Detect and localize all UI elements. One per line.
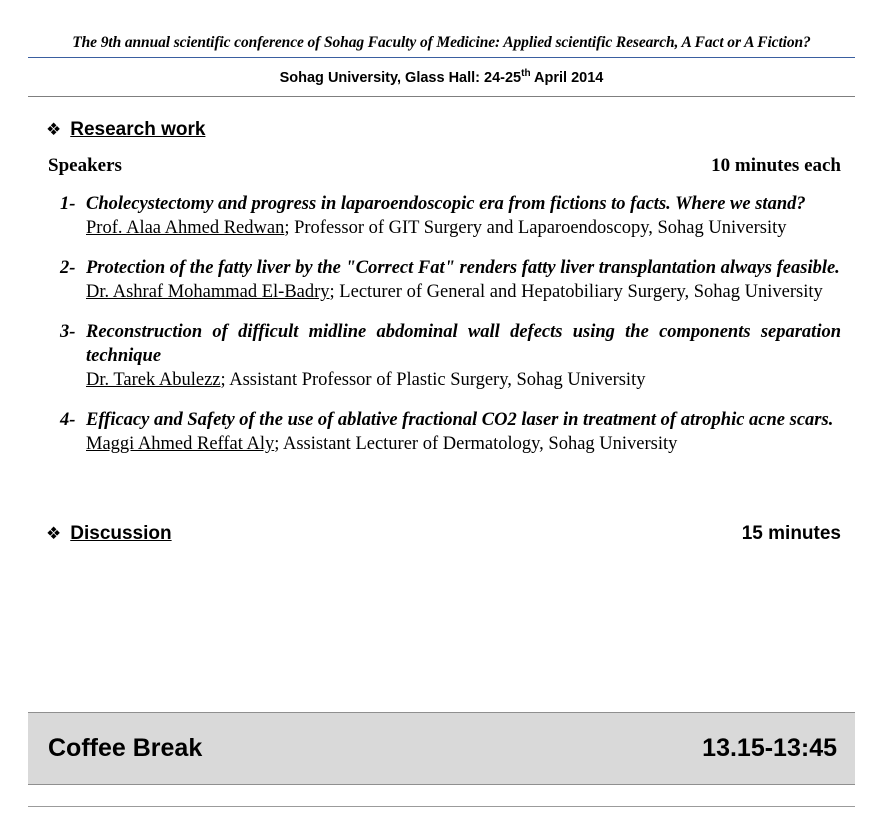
talk-body (86, 409, 841, 457)
speakers-duration: 10 minutes each (711, 154, 841, 176)
talk-affiliation (86, 281, 841, 305)
talk-speaker-name: Maggi Ahmed Reffat Aly (86, 434, 275, 455)
discussion-duration: 15 minutes (741, 522, 841, 544)
speakers-label: Speakers (48, 154, 122, 176)
venue-ordinal-suffix: th (521, 68, 531, 79)
talk-title: Protection of the fatty liver by the "Correct Fat" renders fatty liver transplantation always feasible. (86, 257, 840, 278)
talk-number: 3- (60, 322, 76, 343)
talk-affiliation-text: ; Professor of GIT Surgery and Laparoendoscopy, Sohag University (284, 218, 787, 239)
talk-number: 2- (60, 257, 76, 278)
footer-divider (28, 806, 855, 807)
list-item (46, 193, 841, 241)
talk-speaker-name: Prof. Alaa Ahmed Redwan (86, 218, 285, 239)
discussion-heading-left (46, 523, 172, 545)
talk-affiliation-text: ; Lecturer of General and Hepatobiliary Surgery, Sohag University (329, 282, 823, 303)
list-item (46, 257, 841, 305)
list-item (46, 321, 841, 393)
speakers-row (46, 155, 841, 177)
venue-text: Sohag University, Glass Hall: 24-25 (279, 69, 522, 86)
diamond-bullet-icon: ❖ (46, 119, 62, 139)
diamond-bullet-icon: ❖ (46, 523, 62, 543)
venue-line (28, 58, 855, 96)
talk-title: Reconstruction of difficult midline abdominal wall defects using the components separation technique (86, 322, 841, 366)
coffee-break-time: 13.15-13:45 (702, 734, 837, 762)
talk-affiliation (86, 217, 841, 241)
talk-body (86, 321, 841, 393)
talk-title: Efficacy and Safety of the use of ablative fractional CO2 laser in treatment of atrophic acne scars. (86, 409, 834, 430)
research-work-title: Research work (70, 118, 206, 140)
talk-affiliation (86, 369, 841, 393)
talk-affiliation-text: ; Assistant Professor of Plastic Surgery, Sohag University (220, 370, 646, 391)
coffee-break-label: Coffee Break (48, 734, 203, 762)
coffee-break-bar (28, 712, 855, 785)
talk-speaker-name: Dr. Ashraf Mohammad El-Badry (86, 282, 330, 303)
talk-number: 4- (60, 409, 76, 430)
talk-body (86, 193, 841, 241)
discussion-title: Discussion (70, 522, 172, 544)
venue-date: April 2014 (530, 69, 604, 86)
list-item (46, 409, 841, 457)
talk-number: 1- (60, 193, 76, 214)
talk-speaker-name: Dr. Tarek Abulezz (86, 370, 221, 391)
talk-affiliation-text: ; Assistant Lecturer of Dermatology, Sohag University (274, 434, 678, 455)
talk-body (86, 257, 841, 305)
research-work-heading (46, 119, 841, 141)
talk-affiliation (86, 433, 841, 457)
document-header (28, 0, 855, 96)
header-divider (28, 96, 855, 97)
discussion-heading (46, 523, 841, 545)
talk-title: Cholecystectomy and progress in laparoendoscopic era from fictions to facts. Where we stand? (86, 193, 806, 214)
conference-title: The 9th annual scientific conference of Sohag Faculty of Medicine: Applied scientific Research, A Fact or A Fiction? (28, 34, 855, 58)
document-body (0, 119, 883, 545)
research-work-heading-left (46, 119, 205, 141)
